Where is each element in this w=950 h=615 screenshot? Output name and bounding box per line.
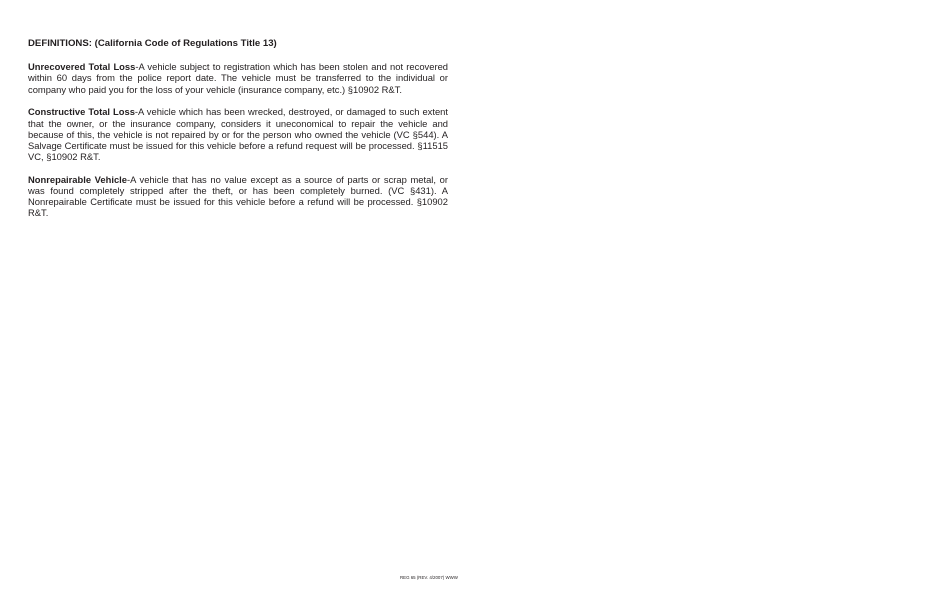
definition-constructive-total-loss [28, 106, 448, 162]
definition-text: -A vehicle that has no value except as a source of parts or scrap metal, or was found completely stripped after the theft, or has been completely burned. (VC §431). A Nonrepairable Certificate must be issued for this vehicle before a refund will be processed. §10902 R&T. [28, 173, 448, 219]
definition-unrecovered-total-loss [28, 61, 448, 95]
definition-text: -A vehicle subject to registration which has been stolen and not recovered within 60 days from the police report date. The vehicle must be transferred to the individual or company who paid you for the loss of your vehicle (insurance company, etc.) §10902 R&T. [28, 61, 448, 95]
definition-text: -A vehicle which has been wrecked, destroyed, or damaged to such extent that the owner, or the insurance company, considers it uneconomical to repair the vehicle and because of this, the vehicle is not repaired by or for the person who owned the vehicle (VC §544). A Salvage Certificate must be issued for this vehicle before a refund request will be processed. §11515 VC, §10902 R&T. [28, 106, 448, 163]
definitions-section [28, 38, 448, 230]
definition-term: Constructive Total Loss [28, 106, 135, 118]
definition-nonrepairable-vehicle [28, 174, 448, 219]
form-revision-footer: REG 65 (REV. 4/2007) WWW [400, 575, 458, 580]
definition-term: Unrecovered Total Loss [28, 61, 136, 73]
definition-term: Nonrepairable Vehicle [28, 173, 127, 185]
definitions-heading: DEFINITIONS: (California Code of Regulations Title 13) [28, 38, 277, 49]
